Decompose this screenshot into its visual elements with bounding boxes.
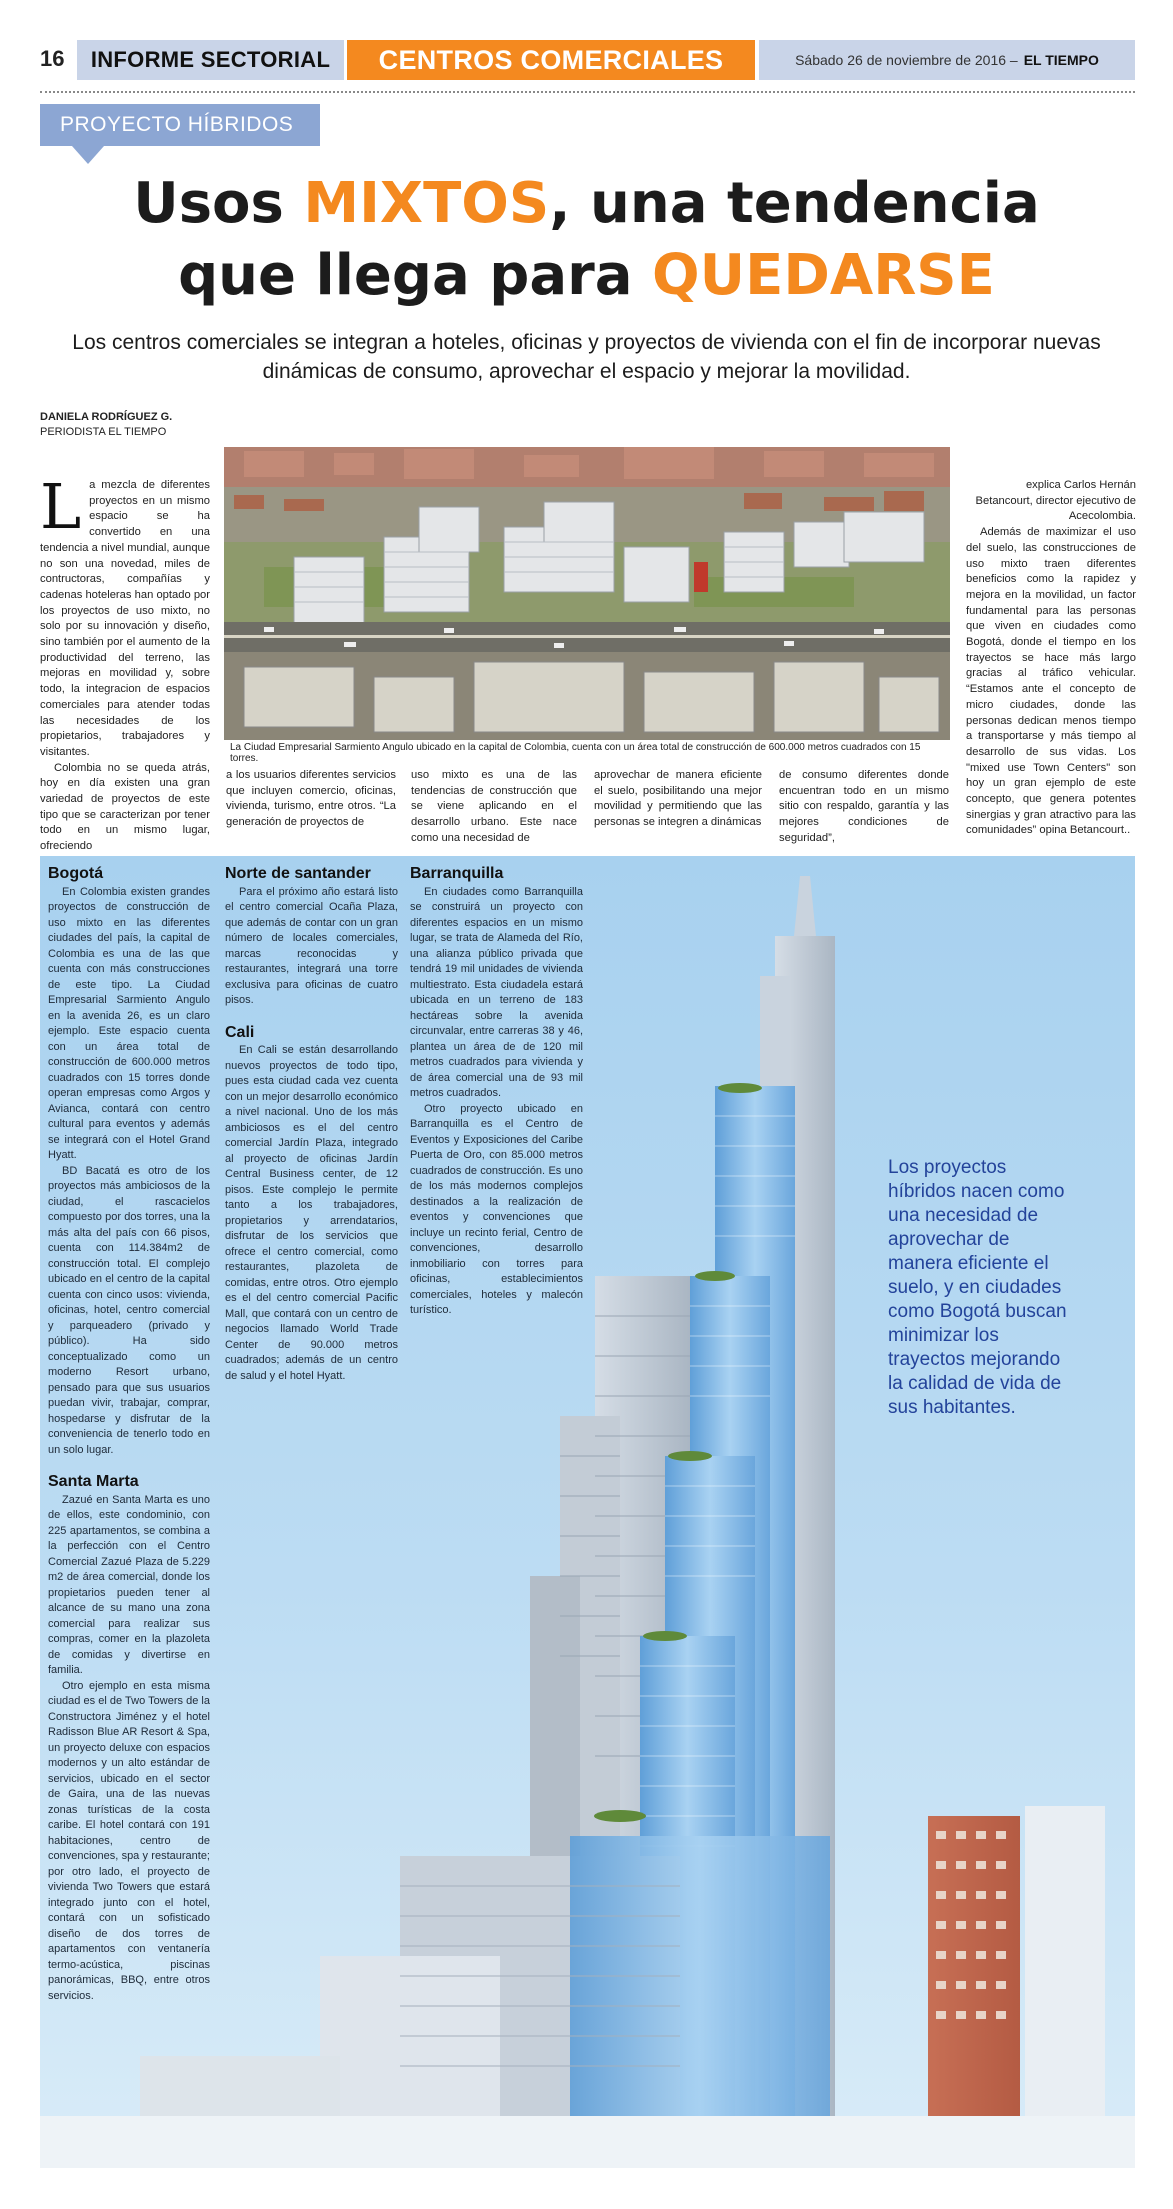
headline-part-3: que llega para xyxy=(178,243,653,308)
tower-feature-panel xyxy=(40,856,1135,2168)
headline xyxy=(60,168,1113,312)
article-column-5: de consumo diferentes donde encuentran todo en un mismo sitio con respaldo, garantía y las mejores condiciones de seguridad”, xyxy=(779,769,949,844)
cali-paragraph-1: En Cali se están desarrollando nuevos proyectos de todo tipo, pues esta ciudad cada vez cuenta con un mejor desarrollo económico a nivel nacional. Uno de los más ambiciosos es el del centro comercial Jardín Plaza, integrado al proyecto de oficinas Jardín Central Business center, de 12 pisos. Este complejo le permite tanto a los trabajadores, propietarios y arrendatarios, disfrutar de los servicios que ofrece el centro comercial, como restaurantes, plazoleta de comidas, entre otros. Otro ejemplo es el del centro comercial Pacific Mall, que contará con un centro de negocios llamado World Trade Center de 90.000 metros cuadrados; además de un centro de salud y el hotel Hyatt. xyxy=(225,1044,398,1382)
sections-column-3 xyxy=(410,866,583,1319)
author-role: PERIODISTA EL TIEMPO xyxy=(40,426,167,438)
aerial-city-photo xyxy=(224,447,950,740)
section-title-norte: Norte de santander xyxy=(225,865,371,882)
article-paragraph-2: Colombia no se queda atrás, hoy en día existen una gran variedad de proyectos de este tipo que se caracterizan por tener todo en un mismo lugar, ofreciendo xyxy=(40,761,210,853)
page-header xyxy=(40,38,1135,82)
article-paragraph-final: Además de maximizar el uso del suelo, las construcciones de uso mixto traen diferentes beneficios como la rapidez y mejora en la movilidad, un factor fundamental para las personas que viven en ciudades como Bogotá, donde el tiempo en los trayectos se hace más largo gracias al tráfico vehicular. “Estamos ante el concepto de micro ciudades, donde las personas dedican menos tiempo a transportarse y más tiempo al desarrollo de sus vidas. Los "mixed use Town Centers" son hoy un gran ejemplo de este concepto, que genera potentes sinergias y gran atractivo para las comunidades” opina Betancourt.. xyxy=(966,526,1136,837)
dateline xyxy=(759,40,1135,80)
article-column-1 xyxy=(40,470,210,855)
header-divider xyxy=(40,91,1135,93)
headline-part-2: , una tendencia xyxy=(549,171,1040,236)
bogota-paragraph-2: BD Bacatá es otro de los proyectos más ambiciosos de la ciudad, el rascacielos compuesto por dos torres, una la más alta del país con 66 pisos, cuenta con 114.384m2 de construcción total. El complejo ubicado en el centro de la capital cuenta con cinco usos: vivienda, oficinas, hotel, centro comercial y parqueadero (privado y público). Ha sido conceptualizado como un moderno Resort urbano, pensado para que sus usuarios puedan vivir, trabajar, comprar, hospedarse y disfrutar de la conveniencia de tenerlo todo en un solo lugar. xyxy=(48,1164,210,1456)
category-tag: PROYECTO HÍBRIDOS xyxy=(40,104,320,146)
headline-part-1: Usos xyxy=(133,171,304,236)
byline xyxy=(40,410,172,440)
author-name: DANIELA RODRÍGUEZ G. xyxy=(40,411,173,423)
section-title-bogota: Bogotá xyxy=(48,865,104,882)
barranquilla-paragraph-2: Otro proyecto ubicado en Barranquilla es el Centro de Eventos y Exposiciones del Caribe Puerta de Oro, con 85.000 metros cuadrados de construcción. Es uno de los más modernos complejos destinados a la realización de eventos y convenciones que incluye un recinto ferial, Centro de convenciones, desarrollo inmobiliario con torres para oficinas, establecimientos comerciales, hoteles y malecón turístico. xyxy=(410,1102,583,1316)
article-attribution: explica Carlos Hernán Betancourt, director ejecutivo de Acecolombia. xyxy=(975,479,1136,523)
section-title-santa-marta: Santa Marta xyxy=(48,1473,139,1490)
deck-subtitle: Los centros comerciales se integran a hoteles, oficinas y proyectos de vivienda con el fin de incorporar nuevas dinámicas de consumo, aprovechar el espacio y mejorar la movilidad. xyxy=(72,331,1101,383)
photo-caption: La Ciudad Empresarial Sarmiento Angulo ubicado en la capital de Colombia, cuenta con un área total de construcción de 600.000 metros cuadrados con 15 torres. xyxy=(230,742,921,764)
date-text: Sábado 26 de noviembre de 2016 – xyxy=(795,52,1018,68)
tag-pointer xyxy=(72,146,104,164)
section-title-barranquilla: Barranquilla xyxy=(410,865,504,882)
drop-cap: L xyxy=(40,470,82,543)
norte-paragraph-1: Para el próximo año estará listo el centro comercial Ocaña Plaza, que además de contar con un gran número de locales comerciales, marcas reconocidas y restaurantes, integrará una torre exclusiva para oficinas de cuatro pisos. xyxy=(225,885,398,1006)
article-column-6 xyxy=(966,478,1136,839)
santa-marta-paragraph-2: Otro ejemplo en esta misma ciudad es el de Two Towers de la Constructora Jiménez y el hotel Radisson Blue AR Resort & Spa, un proyecto deluxe con espacios modernos y un alto estándar de servicios, ubicado en el sector de Gaira, una de las nuevas zonas turísticas de la costa caribe. El hotel contará con 191 habitaciones, centro de convenciones, spa y restaurante; por otro lado, el proyecto de vivienda Two Towers que estará integrado junto con el hotel, contará con un sofisticado diseño de dos torres de apartamentos con ventanería termo-acústica, piscinas panorámicas, BBQ, entre otros servicios. xyxy=(48,1679,210,2002)
page-number: 16 xyxy=(40,46,65,71)
section-label: INFORME SECTORIAL xyxy=(77,40,344,80)
bogota-paragraph-1: En Colombia existen grandes proyectos de construcción de uso mixto en las diferentes ciudades del país, la capital de Colombia es una de las que cuenta con más construcciones de este tipo. La Ciudad Empresarial Sarmiento Angulo en la avenida 26, es un claro ejemplo. Este espacio cuenta con un área total de construcción de 600.000 metros cuadrados con 15 torres donde operan empresas como Argos y Avianca, contará con centro cultural para eventos y además se integrará con el Hotel Grand Hyatt. xyxy=(48,885,210,1161)
santa-marta-paragraph-1: Zazué en Santa Marta es uno de ellos, este condominio, con 225 apartamentos, se combina a la perfección con el Centro Comercial Zazué Plaza de 5.229 m2 de área comercial, donde los propietarios pueden tener al alcance de su mano una zona comercial para realizar sus compras, comer en la plazoleta de comidas y divertirse en familia. xyxy=(48,1493,210,1676)
aerial-city-illustration xyxy=(224,447,950,740)
sections-column-1 xyxy=(48,866,210,2004)
barranquilla-paragraph-1: En ciudades como Barranquilla se construirá un proyecto con diferentes espacios en un mismo lugar, se trata de Alameda del Río, una alianza público privada que tendrá 19 mil unidades de vivienda multiestrato. Esta ciudadela estará ubicada en un terreno de 183 hectáreas sobre la avenida circunvalar, entre carreras 38 y 46, plantea un área de de 120 mil metros cuadrados para vivienda y de área comercial una de 93 mil metros cuadrados. xyxy=(410,885,583,1099)
article-column-4: aprovechar de manera eficiente el suelo, posibilitando una mejor movilidad y permitiendo que las personas se integren a dinámicas xyxy=(594,769,762,829)
paper-name: EL TIEMPO xyxy=(1023,52,1099,68)
article-paragraph-1: a mezcla de diferentes proyectos en un mismo espacio se ha convertido en una tendencia a nivel mundial, aunque no son una novedad, miles de contructoras, compañías y cadenas hoteleras han optado por los proyectos de uso mixto, no solo por su innovación y diseño, sino también por el aumento de la productividad del terreno, las mejoras en movilidad y, sobre todo, la integracion de espacios comerciales para atender todas las necesidades de los propietarios, trabajadores y visitantes. xyxy=(40,479,210,758)
section-title-cali: Cali xyxy=(225,1023,255,1041)
sections-column-2 xyxy=(225,866,398,1384)
topic-label: CENTROS COMERCIALES xyxy=(347,40,755,80)
headline-highlight-1: MIXTOS xyxy=(303,171,550,236)
article-column-3: uso mixto es una de las tendencias de construcción que se viene aplicando en el desarrollo urbano. Este nace como una necesidad de xyxy=(411,769,577,844)
pull-quote: Los proyectos híbridos nacen como una necesidad de aprovechar de manera eficiente el suelo, y en ciudades como Bogotá buscan minimizar los trayectos mejorando la calidad de vida de sus habitantes. xyxy=(888,1157,1067,1418)
article-column-2: a los usuarios diferentes servicios que incluyen comercio, oficinas, vivienda, turismo, entre otros. “La generación de proyectos de xyxy=(226,769,396,829)
headline-highlight-2: QUEDARSE xyxy=(652,243,995,308)
